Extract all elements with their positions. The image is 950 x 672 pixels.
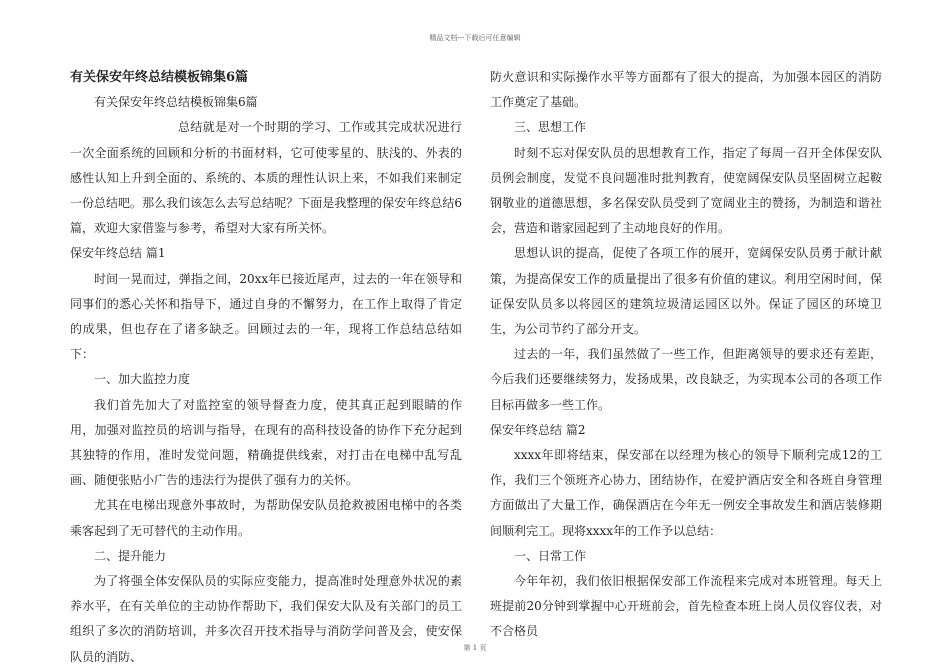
paragraph: 思想认识的提高，促使了各项工作的展开，宽阔保安队员勇于献计献策，为提高保安工作的质量提出了很多有价值的建议。利用空闲时间，保证保安队员多以将园区的建筑垃圾清运园区以外。保证了园区的环境卫生，为公司节约了部分开支。 bbox=[490, 246, 882, 337]
article-2-title: 保安年终总结 篇2 bbox=[490, 422, 586, 437]
paragraph: 今年年初，我们依旧根据保安部工作流程来完成对本班管理。每天上班提前20分钟到掌握中心开班前会，首先检查本班上岗人员仪容仪表，对不合格员 bbox=[490, 574, 882, 639]
paragraph: 为了将强全体安保队员的实际应变能力，提高准时处理意外状况的素养水平，在有关单位的主动协作帮助下，我们保安大队及有关部门的员工组织了多次的消防培训，并多次召开技术指导与消防学问普及会，使安保队员的消防、 bbox=[70, 574, 462, 664]
section-heading: 三、思想工作 bbox=[514, 120, 587, 135]
page-header: 精品文档---下载后可任意编辑 bbox=[429, 34, 521, 42]
page-number: 第 1 页 bbox=[463, 644, 487, 652]
paragraph: 过去的一年，我们虽然做了一些工作，但距离领导的要求还有差距，今后我们还要继续努力，发扬成果，改良缺乏，为实现本公司的各项工作目标再做多一些工作。 bbox=[490, 347, 882, 412]
right-column bbox=[490, 65, 882, 645]
paragraph: 尤其在电梯出现意外事故时，为帮助保安队员抢救被困电梯中的各类乘客起到了无可替代的主动作用。 bbox=[70, 498, 462, 538]
paragraph-continued: 防火意识和实际操作水平等方面都有了很大的提高，为加强本园区的消防工作奠定了基础。 bbox=[490, 70, 882, 110]
paragraph: 时刻不忘对保安队员的思想教育工作，指定了每周一召开全体保安队员例会制度，发觉不良问题准时批判教育，使宽阔保安队员坚固树立起鞍钢敬业的道德思想，多名保安队员受到了宽阔业主的赞扬，为制造和谐社会，营造和谐家园起到了主动地良好的作用。 bbox=[490, 145, 882, 236]
paragraph: 我们首先加大了对监控室的领导督查力度，使其真正起到眼睛的作用，加强对监控员的培训与指导，在现有的高科技设备的协作下充分起到其独特的作用，准时发觉问题，精确提供线索，对打击在电梯中乱写乱画、随便张贴小广告的违法行为提供了强有力的关怀。 bbox=[70, 397, 462, 488]
paragraph: 时间一晃而过，弹指之间，20xx年已接近尾声，过去的一年在领导和同事们的悉心关怀和指导下，通过自身的不懈努力，在工作上取得了肯定的成果，但也存在了诸多缺乏。回顾过去的一年，现将工作总结总结如下： bbox=[70, 271, 462, 362]
section-heading: 二、提升能力 bbox=[94, 548, 167, 563]
article-1-title: 保安年终总结 篇1 bbox=[70, 246, 166, 261]
document-subtitle: 有关保安年终总结模板锦集6篇 bbox=[94, 95, 258, 110]
intro-paragraph: 总结就是对一个时期的学习、工作或其完成状况进行一次全面系统的回顾和分析的书面材料，它可使零星的、肤浅的、外表的感性认知上升到全面的、系统的、本质的理性认识上来，不如我们来制定一份总结吧。那么我们该怎么去写总结呢？下面是我整理的保安年终总结6篇，欢迎大家借鉴与参考，希望对大家有所关怀。 bbox=[70, 120, 462, 236]
document-title: 有关保安年终总结模板锦集6篇 bbox=[70, 70, 249, 85]
left-column bbox=[70, 65, 462, 670]
section-heading: 一、加大监控力度 bbox=[94, 372, 191, 387]
section-heading: 一、日常工作 bbox=[514, 548, 587, 563]
paragraph: xxxx年即将结束，保安部在以经理为核心的领导下顺利完成12的工作，我们三个领班齐心协力，团结协作，在爱护酒店安全和各班自身管理方面做出了大量工作，确保酒店在今年无一例安全事故发生和酒店装修期间顺利完工。现将xxxx年的工作予以总结： bbox=[490, 448, 882, 538]
